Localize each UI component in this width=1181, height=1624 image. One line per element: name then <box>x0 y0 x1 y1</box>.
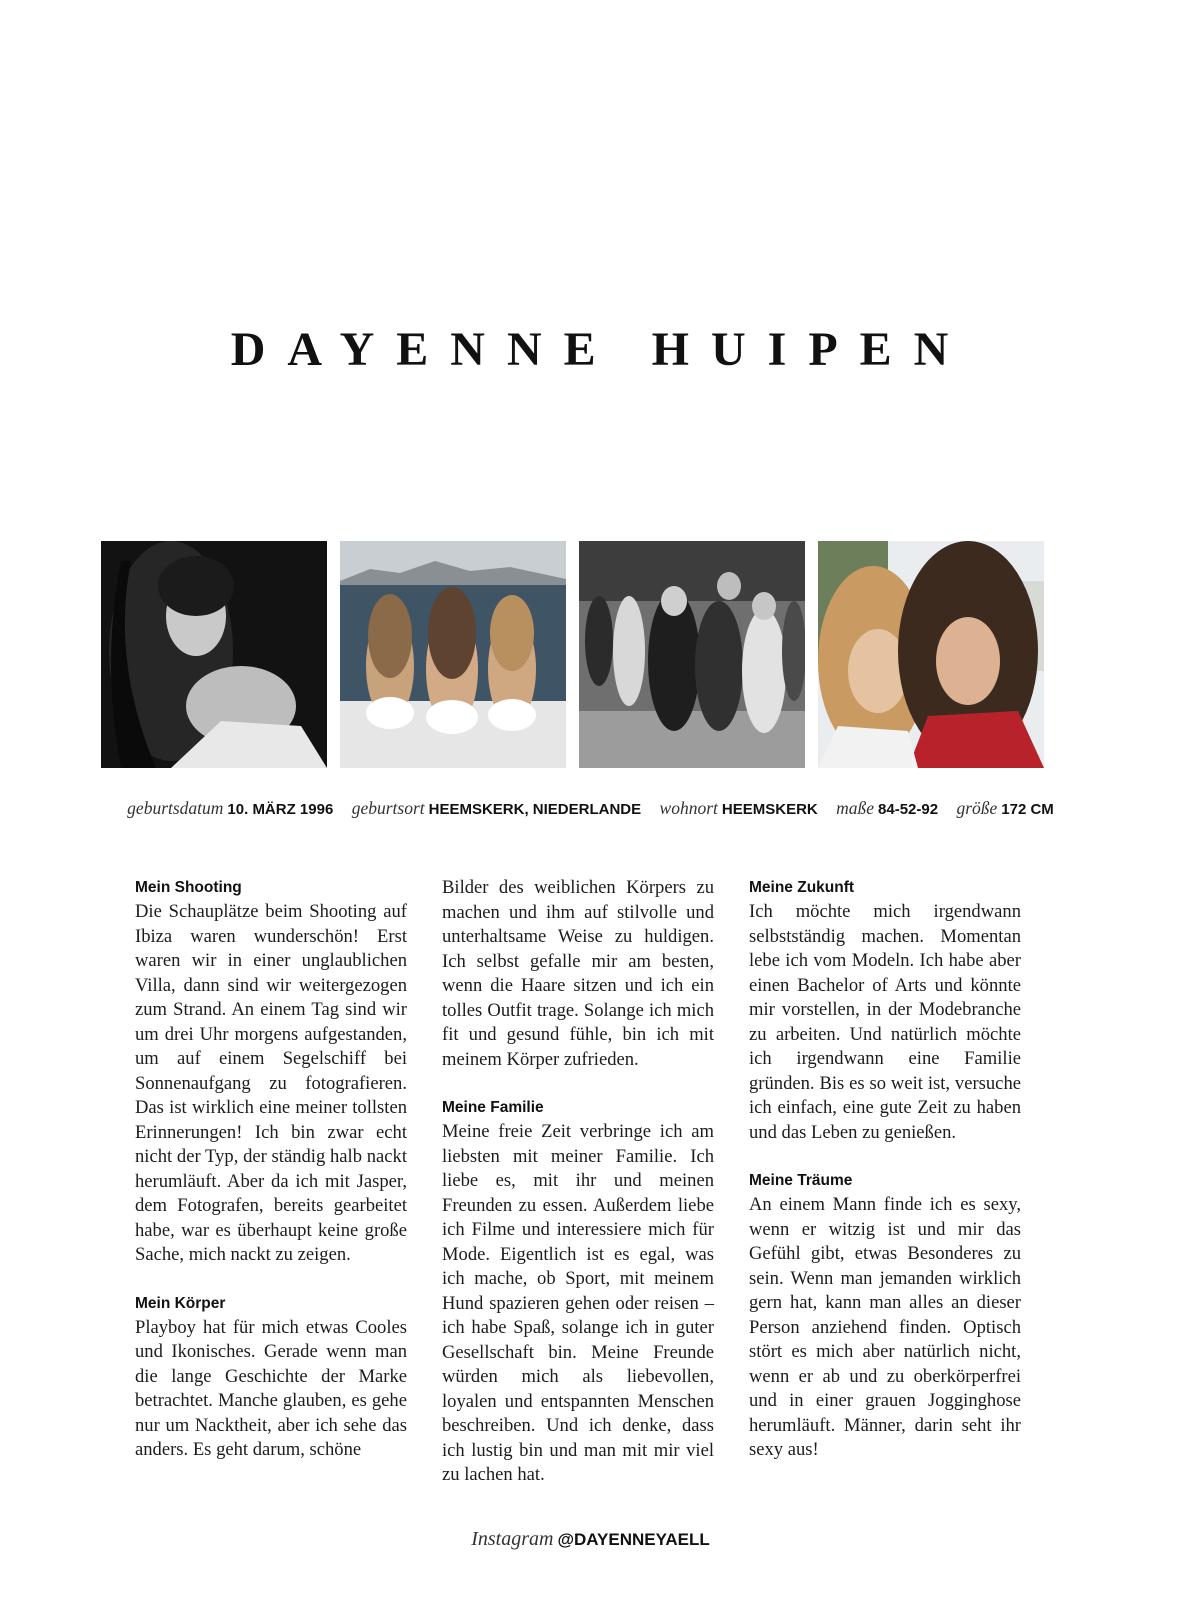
birthplace-value: HEEMSKERK, NIEDERLANDE <box>428 801 642 818</box>
family-heading: Meine Familie <box>442 1099 544 1116</box>
height-label: größe <box>956 798 998 818</box>
photo-strip <box>101 541 1046 768</box>
future-text: Ich möchte mich irgendwann selbstständig machen. Momentan lebe ich vom Modeln. Ich habe aber einen Bachelor of Arts und könnte mir vorstellen, in der Modebranche zu arbeiten. Und natürlich möchte ich irgendwann eine Familie gründen. Bis es so weit ist, versuche ich einfach, eine gute Zeit zu haben und das Leben zu genießen. <box>749 901 1021 1143</box>
selfie-photo <box>818 541 1044 768</box>
dreams-heading: Meine Träume <box>749 1172 853 1189</box>
measurements-value: 84-52-92 <box>878 801 939 818</box>
residence-value: HEEMSKERK <box>721 801 818 818</box>
body-text-continued: Bilder des weiblichen Körpers zu machen und ihm auf stilvolle und unterhaltsame Weise zu huldigen. Ich selbst gefalle mir am besten, wenn die Haare sitzen und ich ein tolles Outfit trage. Solange ich mich fit und gesund fühle, bin ich mit meinem Körper zufrieden. <box>442 877 714 1070</box>
column-3 <box>749 876 1021 1487</box>
column-2 <box>442 876 714 1512</box>
party-photo <box>579 541 805 768</box>
birthdate-label: geburtsdatum <box>127 798 224 818</box>
birthplace-label: geburtsort <box>351 798 425 818</box>
profile-facts <box>0 798 1181 819</box>
instagram-label: Instagram <box>471 1528 554 1550</box>
measurements-label: maße <box>836 798 875 818</box>
dreams-text: An einem Mann finde ich es sexy, wenn er witzig ist und mir das Gefühl gibt, etwas Besonderes zu sein. Wenn man jemanden wirklich gern hat, kann man alles an dieser Person anziehend finden. Optisch stört es mich aber natürlich nicht, wenn er ab und zu oberkörperfrei und in einer grauen Jogginghose herumläuft. Männer, darin seht ihr sexy aus! <box>749 1194 1021 1460</box>
boat-photo <box>340 541 566 768</box>
instagram-handle: @DAYENNEYAELL <box>557 1530 710 1549</box>
column-1 <box>135 876 407 1487</box>
body-text: Playboy hat für mich etwas Cooles und Ikonisches. Gerade wenn man die lange Geschichte der Marke betrachtet. Manche glauben, es gehe nur um Nacktheit, aber ich sehe das anders. Es geht darum, schöne <box>135 1316 407 1460</box>
shooting-heading: Mein Shooting <box>135 879 242 896</box>
page-title: DAYENNE HUIPEN <box>230 323 971 376</box>
portrait-photo <box>101 541 327 768</box>
shooting-text: Die Schauplätze beim Shooting auf Ibiza waren wunderschön! Erst waren wir in einer unglaublichen Villa, dann sind wir weitergezogen zum Strand. An einem Tag sind wir um drei Uhr morgens aufgestanden, um auf einem Segelschiff bei Sonnenaufgang zu fotografieren. Das ist wirklich eine meiner tollsten Erinnerungen! Ich bin zwar echt nicht der Typ, der ständig halb nackt herumläuft. Aber da ich mit Jasper, dem Fotografen, bereits gearbeitet habe, war es überhaupt keine große Sache, mich nackt zu zeigen. <box>135 901 407 1265</box>
family-text: Meine freie Zeit verbringe ich am liebsten mit meiner Familie. Ich liebe es, mit ihr und meinen Freunden zu essen. Außerdem liebe ich Filme und interessiere mich für Mode. Eigentlich ist es egal, was ich mache, ob Sport, mit meinem Hund spazieren gehen oder reisen – ich habe Spaß, solange ich in guter Gesellschaft bin. Meine Freunde würden mich als liebevollen, loyalen und entspannten Menschen beschreiben. Und ich denke, dass ich lustig bin und man mit mir viel zu lachen hat. <box>442 1121 714 1485</box>
future-heading: Meine Zukunft <box>749 879 855 896</box>
body-heading: Mein Körper <box>135 1294 226 1312</box>
residence-label: wohnort <box>659 798 718 818</box>
height-value: 172 CM <box>1001 801 1054 818</box>
birthdate-value: 10. MÄRZ 1996 <box>227 801 334 818</box>
instagram-credit <box>0 1528 1181 1551</box>
